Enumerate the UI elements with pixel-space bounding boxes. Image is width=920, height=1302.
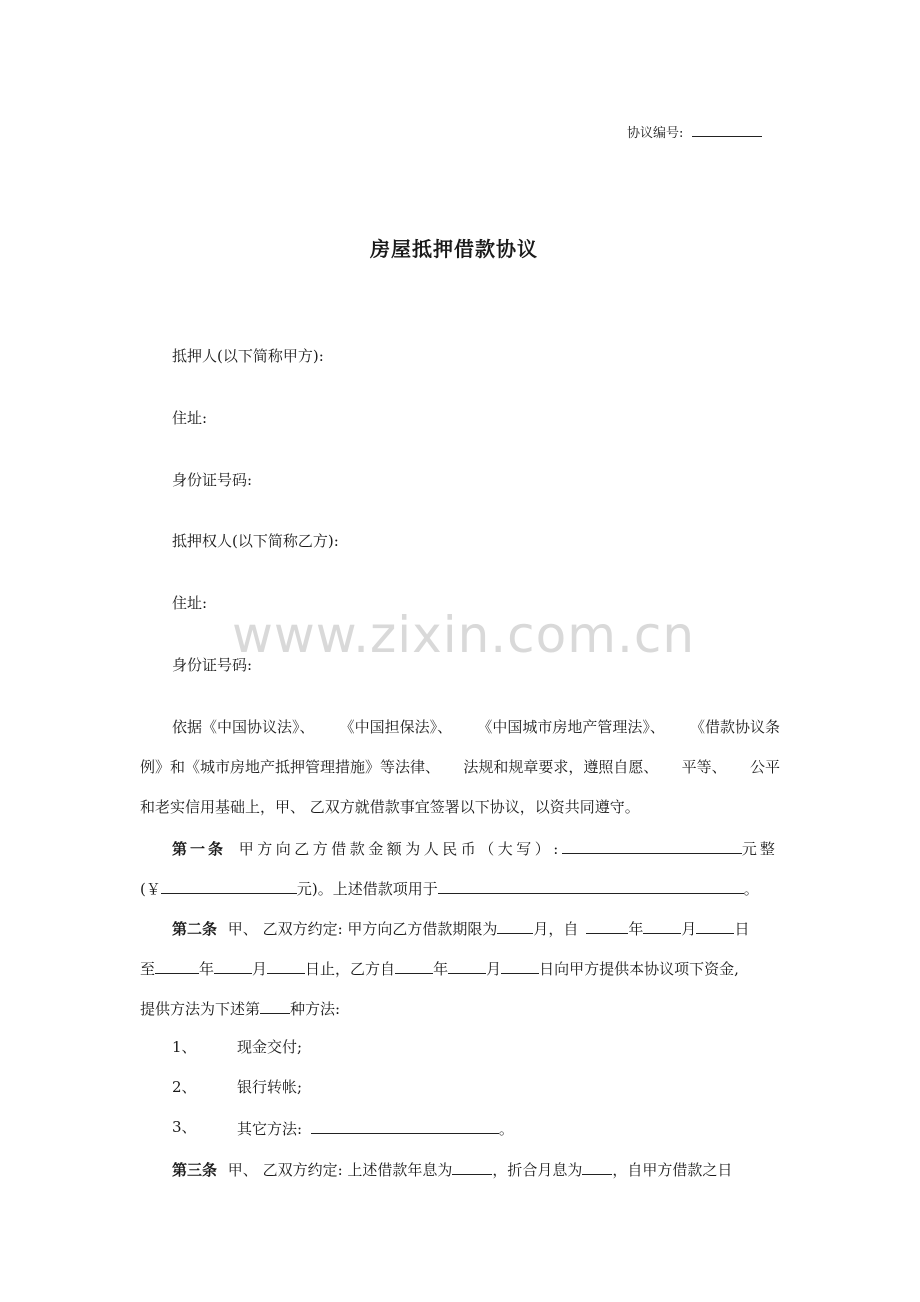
- article-text: 日止，乙方自: [305, 960, 396, 978]
- mortgagee-label: 抵押权人(以下简称乙方):: [172, 532, 339, 550]
- method-text-other: [237, 1117, 514, 1139]
- preamble-text: 例》和《城市房地产抵押管理措施》等法律、: [140, 758, 441, 776]
- preamble-line-3: 和老实信用基础上，甲、 乙双方就借款事宜签署以下协议，以资共同遵守。: [140, 798, 640, 816]
- amount-number-blank: [161, 877, 297, 894]
- article-text: 日: [734, 920, 750, 938]
- method-item-2: [172, 1077, 303, 1097]
- other-method-blank: [311, 1117, 499, 1134]
- amount-words-blank: [562, 837, 742, 854]
- preamble-text: 《借款协议条: [689, 718, 780, 736]
- end-year-blank: [155, 957, 199, 974]
- mortgagee-id-label: 身份证号码:: [172, 656, 253, 674]
- term-months-blank: [497, 917, 533, 934]
- fund-day-blank: [501, 957, 539, 974]
- article-2-label: 第二条: [172, 920, 218, 938]
- method-number: 3、: [172, 1118, 197, 1136]
- preamble-line-1: [172, 717, 780, 737]
- article-text: 月: [252, 960, 268, 978]
- article-text: 年: [199, 960, 215, 978]
- article-text: 。: [743, 880, 759, 898]
- method-text: 。: [498, 1120, 514, 1138]
- annual-interest-blank: [452, 1158, 492, 1175]
- article-1-label: 第一条: [172, 840, 227, 858]
- article-text: 月: [486, 960, 502, 978]
- start-month-blank: [643, 917, 681, 934]
- article-text: 元整: [741, 840, 778, 858]
- preamble-text: 《中国城市房地产管理法》、: [477, 718, 665, 736]
- article-text: 种方法:: [290, 1000, 341, 1018]
- article-text: 月: [681, 920, 697, 938]
- mortgagee-address-label: 住址:: [172, 594, 208, 612]
- article-text: 年: [433, 960, 449, 978]
- preamble-text: 法规和规章要求，遵照自愿、: [463, 758, 659, 776]
- article-text: 甲方向乙方借款金额为人民币（大写）:: [238, 840, 562, 858]
- end-month-blank: [214, 957, 252, 974]
- article-1-line-2: [140, 877, 759, 899]
- article-3-line-1: [172, 1158, 732, 1180]
- article-text: 提供方法为下述第: [140, 1000, 261, 1018]
- fund-year-blank: [395, 957, 433, 974]
- fund-month-blank: [448, 957, 486, 974]
- agreement-number: [627, 123, 762, 144]
- preamble-text: 《中国担保法》、: [339, 718, 453, 736]
- end-day-blank: [267, 957, 305, 974]
- article-text: 至: [140, 960, 156, 978]
- document-title: 房屋抵押借款协议: [370, 237, 538, 261]
- method-number: 1、: [172, 1038, 197, 1056]
- agreement-number-blank: [692, 123, 762, 137]
- preamble-text: 平等、: [681, 758, 727, 776]
- article-1-line-1: [172, 837, 780, 859]
- method-text: 现金交付;: [237, 1038, 303, 1056]
- monthly-interest-blank: [582, 1158, 612, 1175]
- article-text: (￥: [140, 880, 161, 898]
- article-text: 日向甲方提供本协议项下资金,: [539, 960, 739, 978]
- article-text: 甲、 乙双方约定: 甲方向乙方借款期限为: [227, 920, 498, 938]
- article-text: ，自甲方借款之日: [612, 1161, 733, 1179]
- watermark: www.zixin.com.cn: [232, 606, 696, 664]
- article-2-line-3: [140, 997, 340, 1019]
- preamble-text: 公平: [749, 758, 780, 776]
- start-day-blank: [696, 917, 734, 934]
- article-2-line-2: [140, 957, 739, 979]
- method-item-3: [172, 1117, 532, 1137]
- mortgagor-id-label: 身份证号码:: [172, 471, 253, 489]
- article-text: 月，自: [533, 920, 579, 938]
- loan-purpose-blank: [438, 877, 744, 894]
- article-3-label: 第三条: [172, 1161, 218, 1179]
- article-text: 年: [628, 920, 644, 938]
- article-text: 元)。上述借款项用于: [296, 880, 438, 898]
- article-text: ，折合月息为: [492, 1161, 583, 1179]
- method-number: 2、: [172, 1078, 197, 1096]
- method-text: 银行转帐;: [237, 1078, 303, 1096]
- article-text: 甲、 乙双方约定: 上述借款年息为: [227, 1161, 453, 1179]
- preamble-line-2: [140, 757, 780, 777]
- method-text: 其它方法:: [237, 1120, 303, 1138]
- agreement-number-label: 协议编号:: [627, 126, 684, 141]
- method-choice-blank: [260, 997, 290, 1014]
- start-year-blank: [586, 917, 628, 934]
- mortgagor-label: 抵押人(以下简称甲方):: [172, 347, 324, 365]
- mortgagor-address-label: 住址:: [172, 409, 208, 427]
- method-item-1: [172, 1037, 303, 1057]
- article-2-line-1: [172, 917, 749, 939]
- preamble-text: 依据《中国协议法》、: [172, 718, 315, 736]
